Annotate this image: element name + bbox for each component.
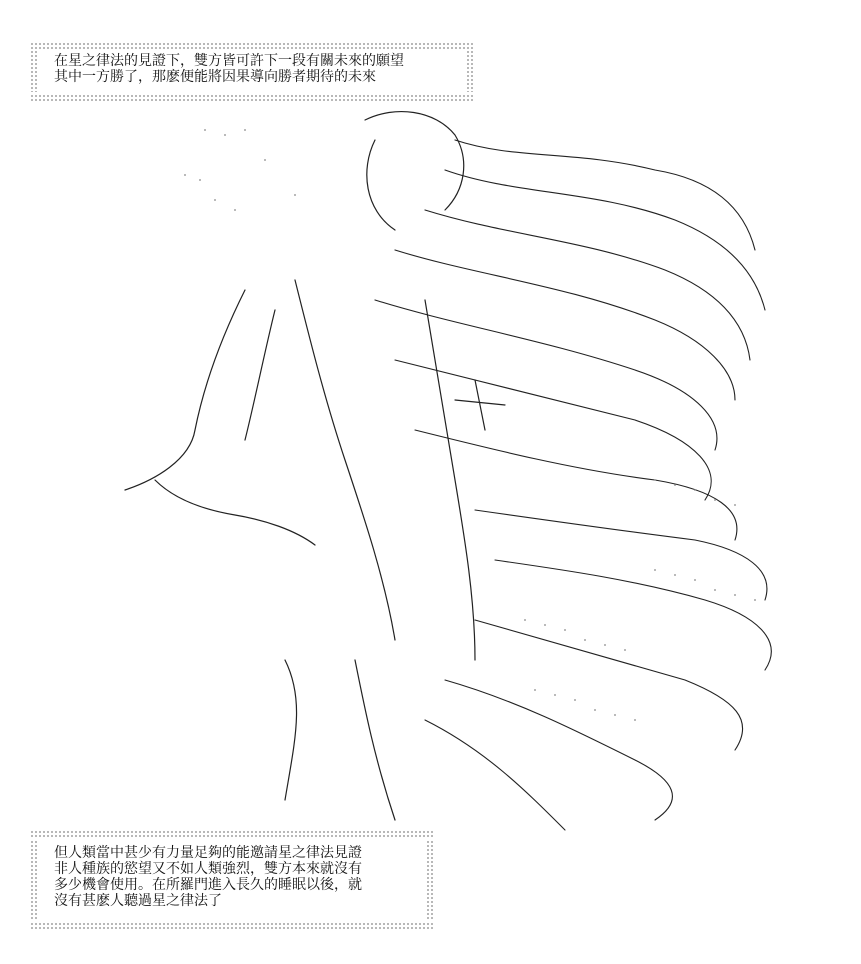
bottom-caption bbox=[54, 845, 362, 909]
top-caption-border-top bbox=[30, 42, 475, 50]
bottom-caption-line-3: 多少機會使用。在所羅門進入長久的睡眠以後，就 bbox=[54, 877, 362, 893]
hair-strand-9 bbox=[495, 560, 771, 670]
bottom-caption-border-right bbox=[426, 840, 434, 920]
top-caption-border-right bbox=[466, 50, 474, 92]
hair-strand-12 bbox=[425, 720, 565, 830]
robe-hem-left bbox=[285, 660, 297, 800]
top-caption-border-left bbox=[30, 50, 38, 92]
hair-strand-1 bbox=[455, 140, 755, 250]
hair-strand-10 bbox=[475, 620, 743, 750]
robe-hem-mid bbox=[355, 660, 395, 820]
face-outline bbox=[367, 140, 395, 230]
top-caption-line-2: 其中一方勝了，那麽便能將因果導向勝者期待的未來 bbox=[54, 69, 376, 85]
bottom-caption-line-2: 非人種族的慾望又不如人類強烈，雙方本來就沒有 bbox=[54, 861, 362, 877]
body-right bbox=[425, 300, 475, 660]
hair-strand-5 bbox=[375, 300, 717, 450]
hand-left bbox=[155, 480, 315, 545]
ascii-art-illustration bbox=[95, 100, 795, 860]
hair-strands bbox=[375, 140, 771, 830]
figure-outline bbox=[125, 112, 505, 820]
arm-left-inner bbox=[245, 310, 275, 440]
hair-strand-11 bbox=[445, 680, 672, 820]
bottom-caption-border-left bbox=[30, 840, 38, 920]
top-caption bbox=[54, 53, 404, 85]
hair-strand-8 bbox=[475, 510, 767, 600]
arm-left bbox=[125, 290, 245, 490]
head-outline bbox=[365, 112, 464, 210]
bottom-caption-border-top bbox=[30, 830, 435, 838]
cross-ornament bbox=[455, 380, 505, 430]
top-caption-line-1: 在星之律法的見證下，雙方皆可許下一段有關未來的願望 bbox=[54, 53, 404, 69]
hair-strand-2 bbox=[445, 170, 765, 310]
bottom-caption-line-4: 沒有甚麽人聽過星之律法了 bbox=[54, 893, 222, 909]
body-left bbox=[295, 280, 395, 640]
bottom-caption-border-bottom bbox=[30, 922, 435, 930]
bottom-caption-line-1: 但人類當中甚少有力量足夠的能邀請星之律法見證 bbox=[54, 845, 362, 861]
hair-strand-4 bbox=[395, 250, 735, 400]
